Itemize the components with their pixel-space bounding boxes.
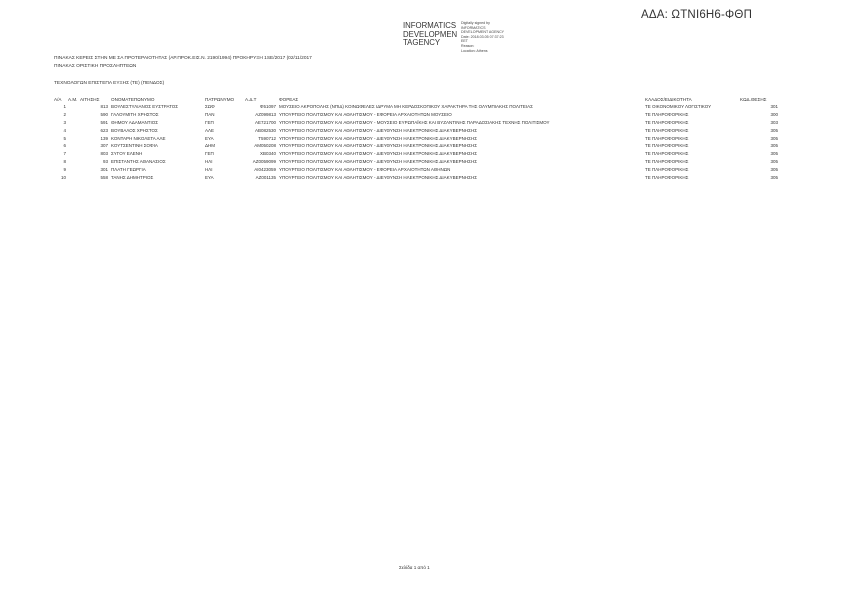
logo-line: DEVELOPMEN (403, 29, 458, 39)
position-code: 300 (770, 111, 778, 117)
full-name: ΕΠΙΣΤΑΝΤΗΣ ΑΘΑΝΑΣΙΟΣ (111, 159, 166, 165)
father-name: ΗΛΙ (205, 167, 213, 173)
page-number: Σελίδα 1 από 1 (399, 565, 430, 570)
id-number: ΑΖ001135 (255, 175, 276, 181)
column-header: Α/Α (54, 97, 62, 102)
table-row (0, 112, 842, 120)
document-title: ΠΙΝΑΚΑΣ ΚΕΡΕΙΣ ΣΤΗΝ ΜΕ ΣΑ ΠΡΟΤΕΡΑΙΟΤΗΤΑΣ (ΑΡ.ΠΡΟΚ.ΕΙΣ.Ν. 2190/1994) ΠΡΟΚΗΡΥΞΗ 1SE/2017 (02/11/2017 (54, 56, 312, 61)
row-number: 5 (63, 135, 66, 141)
applicant-number: 803 (100, 151, 108, 157)
applicant-number: 813 (100, 104, 108, 109)
organization: ΜΟΥΣΕΙΟ ΑΚΡΟΠΟΛΗΣ (ΝΠΙΔ) ΚΟΙΝΩΦΕΛΕΣ ΙΔΡΥΜΑ ΜΗ ΚΕΡΔΟΣΚΟΠΙΚΟΥ ΧΑΡΑΚΤΗΡΑ ΤΗΣ ΟΛΥΜΠΙΑΚΗΣ ΠΟΛΙΤΕΙΑΣ (279, 104, 533, 109)
id-number: ΑΖ099813 (255, 111, 276, 117)
full-name: ΚΟΝΤΑΡΗ ΝΙΚΟΛΕΤΑ ΑΛΕ (111, 135, 166, 141)
specialty: ΤΕ ΠΛΗΡΟΦΟΡΙΚΗΣ (645, 175, 689, 181)
id-number: ΧΒ0340 (259, 151, 276, 157)
father-name: ΣΩΦ (205, 104, 215, 109)
specialty: ΤΕ ΠΛΗΡΟΦΟΡΙΚΗΣ (645, 167, 689, 173)
table-row (0, 175, 842, 183)
row-number: 2 (63, 111, 66, 117)
signature-line: Reason: (461, 43, 475, 48)
column-header: ΚΛΑΔΟΣ/ΕΙΔΙΚΟΤΗΤΑ (645, 97, 692, 102)
table-header (0, 97, 842, 104)
column-header: ΑΙΤΗΣΗΣ (80, 97, 100, 102)
category-heading: ΤΕΧΝΟΛΟΓΩΝ ΕΠΙΣΤΕΠΑ ΕΥΞΗΣ (ΤΕ) (ΠΕΝΔΟΣ) (54, 81, 165, 86)
ada-code: ΑΔΑ: ΩΤΝΙ6Η6-ΦΘΠ (641, 9, 753, 21)
row-number: 9 (63, 167, 66, 173)
father-name: ΓΕΠ (205, 119, 214, 125)
specialty: ΤΕ ΠΛΗΡΟΦΟΡΙΚΗΣ (645, 143, 689, 149)
position-code: 305 (770, 167, 778, 173)
father-name: ΗΛΙ (205, 159, 213, 165)
father-name: ΑΛΕ (205, 127, 215, 133)
applicant-number: 590 (100, 111, 108, 117)
signature-line: Digitally signed by (461, 21, 490, 25)
table-row (0, 104, 842, 112)
id-number: ΑΖ0059099 (252, 159, 276, 165)
full-name: ΘΗΜΟΥ ΑΔΑΜΑΝΤΙΟΣ (111, 119, 159, 125)
row-number: 8 (63, 159, 66, 165)
id-number: ΑΒ082530 (254, 127, 276, 133)
table-row (0, 151, 842, 159)
signature-line: Date: 2018.03.05 07:37:23 (461, 34, 504, 39)
column-header: ΦΟΡΕΑΣ (279, 97, 299, 102)
father-name: ΔΗΜ (205, 143, 216, 149)
row-number: 4 (63, 127, 66, 133)
id-number: ΑΕ721700 (254, 119, 276, 125)
father-name: ΕΥΑ (205, 175, 214, 181)
table-row (0, 128, 842, 136)
organization: ΥΠΟΥΡΓΕΙΟ ΠΟΛΙΤΙΣΜΟΥ ΚΑΙ ΑΘΛΗΤΙΣΜΟΥ - ΜΟΥΣΕΙΟ ΕΥΡΩΠΑΪΚΗΣ ΚΑΙ ΒΥΖΑΝΤΙΝΗΣ ΠΑΡΑΔΟΣΙΑΚΗΣ ΤΕΧΝΗΣ ΠΟΛΙΤΙΣΜΟΥ (279, 119, 550, 125)
applicant-number: 139 (100, 135, 108, 141)
specialty: ΤΕ ΠΛΗΡΟΦΟΡΙΚΗΣ (645, 159, 689, 165)
position-code: 301 (770, 104, 778, 109)
position-code: 305 (770, 151, 778, 157)
applicant-number: 558 (100, 175, 108, 181)
table-body (0, 104, 842, 183)
signature-line: EET (461, 39, 468, 44)
organization: ΥΠΟΥΡΓΕΙΟ ΠΟΛΙΤΙΣΜΟΥ ΚΑΙ ΑΘΛΗΤΙΣΜΟΥ - ΔΙΕΥΘΥΝΣΗ ΗΛΕΚΤΡΟΝΙΚΗΣ ΔΙΑΚΥΒΕΡΝΗΣΗΣ (279, 175, 477, 181)
id-number: ΑΜ050208 (254, 143, 276, 149)
position-code: 305 (770, 135, 778, 141)
column-header: ΚΩΔ.ΘΕΣΗΣ (740, 97, 767, 102)
applicant-number: 591 (100, 119, 108, 125)
table-row (0, 143, 842, 151)
id-number: Φ51097 (259, 104, 276, 109)
document-subtitle: ΠΙΝΑΚΑΣ ΟΡΙΣΤΙΚΗ ΠΡΟΣΛΗΠΤΕΩΝ (54, 64, 137, 69)
organization: ΥΠΟΥΡΓΕΙΟ ΠΟΛΙΤΙΣΜΟΥ ΚΑΙ ΑΘΛΗΤΙΣΜΟΥ - ΕΦΟΡΕΙΑ ΑΡΧΑΙΟΤΗΤΩΝ ΜΟΥΣΕΙΟ (279, 111, 452, 117)
full-name: ΠΛΑΤΗ ΓΕΩΡΓΙΑ (111, 167, 146, 173)
table-row (0, 120, 842, 128)
signature-line: Location: Athens (461, 48, 488, 53)
position-code: 305 (770, 175, 778, 181)
father-name: ΓΕΠ (205, 151, 214, 157)
position-code: 305 (770, 127, 778, 133)
full-name: ΒΟΥΒΑΛΟΣ ΧΡΗΣΤΟΣ (111, 127, 158, 133)
applicant-number: 93 (102, 159, 108, 165)
specialty: ΤΕ ΠΛΗΡΟΦΟΡΙΚΗΣ (645, 127, 689, 133)
logo-line: TAGENCY (403, 38, 441, 48)
full-name: ΣΥΓΟΥ ΕΛΕΝΗ (111, 151, 143, 157)
full-name: ΒΟΥΛΕΣΤΥΛΙΑΝΟΣ ΕΥΣΤΡΑΤΟΣ (111, 104, 179, 109)
father-name: ΠΑΝ (205, 111, 215, 117)
signature-logo (403, 22, 457, 48)
organization: ΥΠΟΥΡΓΕΙΟ ΠΟΛΙΤΙΣΜΟΥ ΚΑΙ ΑΘΛΗΤΙΣΜΟΥ - ΔΙΕΥΘΥΝΣΗ ΗΛΕΚΤΡΟΝΙΚΗΣ ΔΙΑΚΥΒΕΡΝΗΣΗΣ (279, 143, 477, 149)
organization: ΥΠΟΥΡΓΕΙΟ ΠΟΛΙΤΙΣΜΟΥ ΚΑΙ ΑΘΛΗΤΙΣΜΟΥ - ΔΙΕΥΘΥΝΣΗ ΗΛΕΚΤΡΟΝΙΚΗΣ ΔΙΑΚΥΒΕΡΝΗΣΗΣ (279, 159, 477, 165)
row-number: 7 (63, 151, 66, 157)
organization: ΥΠΟΥΡΓΕΙΟ ΠΟΛΙΤΙΣΜΟΥ ΚΑΙ ΑΘΛΗΤΙΣΜΟΥ - ΔΙΕΥΘΥΝΣΗ ΗΛΕΚΤΡΟΝΙΚΗΣ ΔΙΑΚΥΒΕΡΝΗΣΗΣ (279, 151, 477, 157)
table-row (0, 159, 842, 167)
specialty: ΤΕ ΠΛΗΡΟΦΟΡΙΚΗΣ (645, 119, 689, 125)
position-code: 303 (770, 119, 778, 125)
applicant-number: 623 (100, 127, 108, 133)
id-number: Τ590712 (258, 135, 276, 141)
column-header: ΟΝΟΜΑΤΕΠΩΝΥΜΟ (111, 97, 155, 102)
table-row (0, 167, 842, 175)
specialty: ΤΕ ΠΛΗΡΟΦΟΡΙΚΗΣ (645, 111, 689, 117)
table-row (0, 136, 842, 144)
full-name: ΚΟΥΤΣΕΝΤΙΝΗ ΣΟΦΙΑ (111, 143, 158, 149)
signature-line: INFORMATICS (461, 25, 486, 30)
id-number: ΑΙ0423059 (254, 167, 276, 173)
specialty: ΤΕ ΟΙΚΟΝΟΜΙΚΟΥ ΛΟΓΙΣΤΙΚΟΥ (645, 104, 712, 109)
full-name: ΓΑΛΟΥΜΙΤΗ ΧΡΗΣΤΟΣ (111, 111, 159, 117)
column-header: ΠΑΤΡΩΝΥΜΟ (205, 97, 235, 102)
organization: ΥΠΟΥΡΓΕΙΟ ΠΟΛΙΤΙΣΜΟΥ ΚΑΙ ΑΘΛΗΤΙΣΜΟΥ - ΔΙΕΥΘΥΝΣΗ ΗΛΕΚΤΡΟΝΙΚΗΣ ΔΙΑΚΥΒΕΡΝΗΣΗΣ (279, 135, 477, 141)
specialty: ΤΕ ΠΛΗΡΟΦΟΡΙΚΗΣ (645, 151, 689, 157)
applicant-number: 301 (100, 167, 108, 173)
position-code: 305 (770, 159, 778, 165)
row-number: 3 (63, 119, 66, 125)
organization: ΥΠΟΥΡΓΕΙΟ ΠΟΛΙΤΙΣΜΟΥ ΚΑΙ ΑΘΛΗΤΙΣΜΟΥ - ΔΙΕΥΘΥΝΣΗ ΗΛΕΚΤΡΟΝΙΚΗΣ ΔΙΑΚΥΒΕΡΝΗΣΗΣ (279, 127, 477, 133)
column-header: Α.Δ.Τ (245, 97, 257, 102)
signature-line: DEVELOPMENT AGENCY (461, 30, 505, 35)
position-code: 305 (770, 143, 778, 149)
column-header: Α.Μ. (68, 97, 78, 102)
row-number: 10 (60, 175, 66, 181)
row-number: 6 (63, 143, 66, 149)
applicant-number: 307 (100, 143, 108, 149)
specialty: ΤΕ ΠΛΗΡΟΦΟΡΙΚΗΣ (645, 135, 689, 141)
logo-line: INFORMATICS (403, 21, 457, 30)
father-name: ΕΥΑ (205, 135, 214, 141)
row-number: 1 (63, 104, 66, 109)
organization: ΥΠΟΥΡΓΕΙΟ ΠΟΛΙΤΙΣΜΟΥ ΚΑΙ ΑΘΛΗΤΙΣΜΟΥ - ΕΦΟΡΕΙΑ ΑΡΧΑΙΟΤΗΤΩΝ ΑΘΗΝΩΝ (279, 167, 451, 173)
full-name: ΤΑΝΗΣ ΔΗΜΗΤΡΙΟΣ (111, 175, 154, 181)
signature-details (461, 21, 504, 53)
